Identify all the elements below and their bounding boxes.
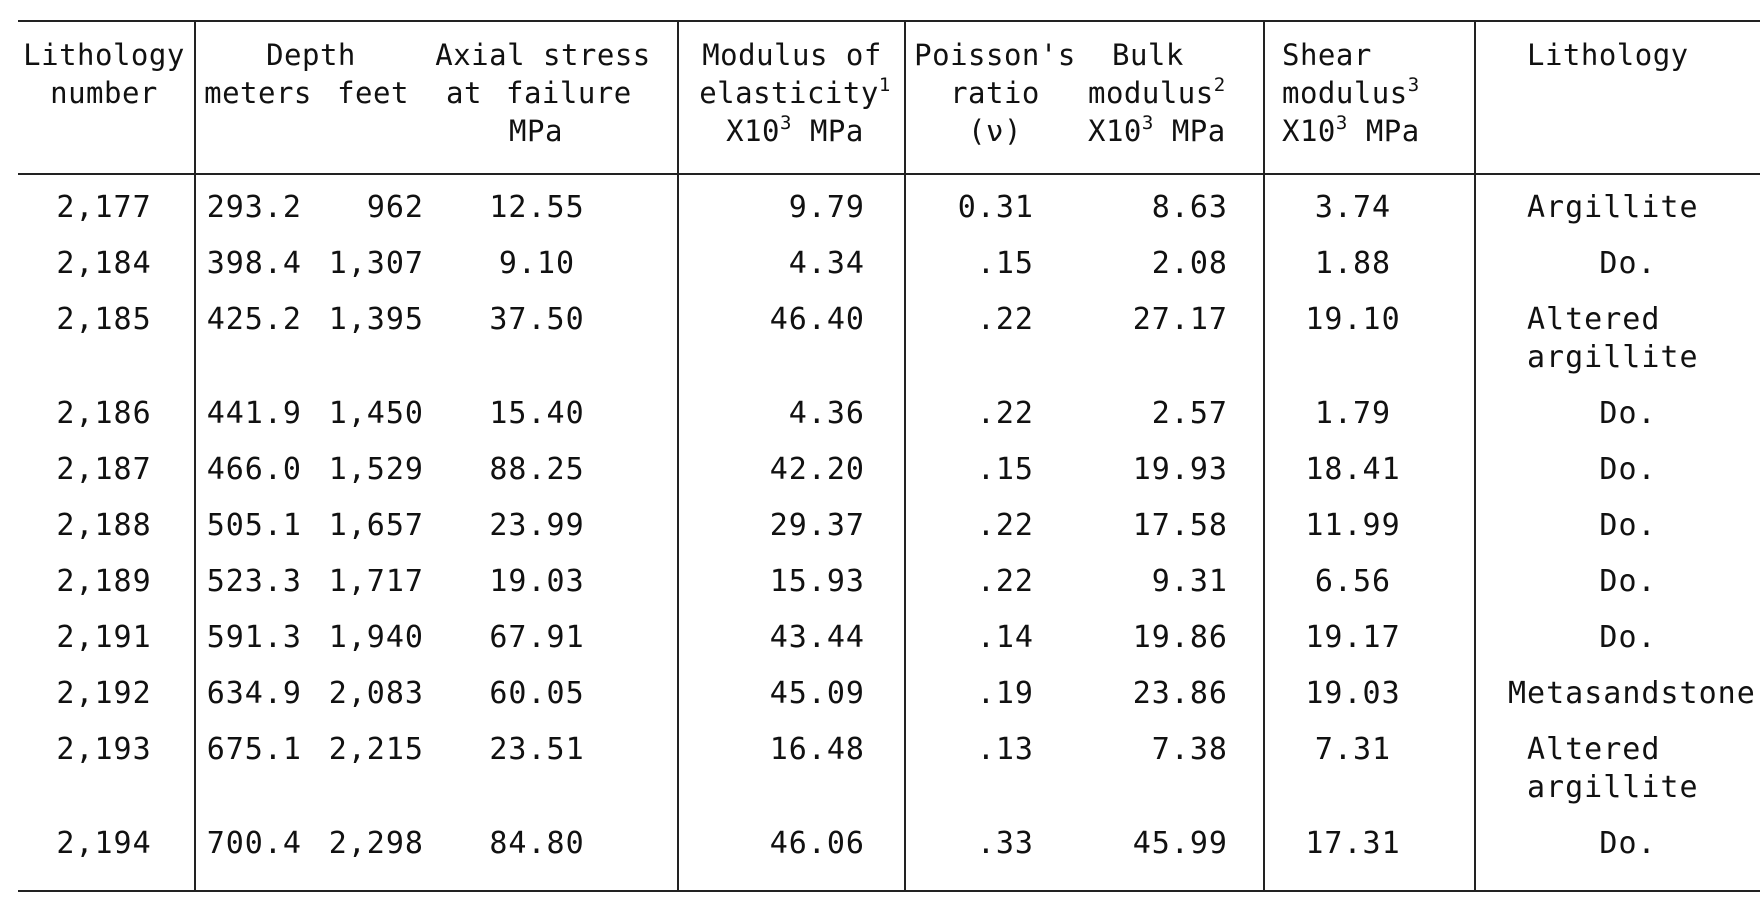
- cell-shear-modulus: 6.56: [1314, 564, 1392, 599]
- cell-depth-meters: 505.1: [206, 508, 302, 543]
- cell-lithology: Do.: [1599, 452, 1657, 487]
- cell-depth-meters: 700.4: [206, 826, 302, 861]
- cell-lithology-number: 2,177: [56, 190, 152, 225]
- cell-depth-meters: 398.4: [206, 246, 302, 281]
- header-shear-modulus: Shear: [1282, 38, 1372, 72]
- cell-lithology-number: 2,186: [56, 396, 152, 431]
- cell-modulus-elasticity: 4.34: [788, 246, 865, 281]
- cell-depth-meters: 466.0: [206, 452, 302, 487]
- cell-lithology: Do.: [1599, 246, 1657, 281]
- cell-poissons-ratio: .15: [976, 246, 1034, 281]
- header-bulk-modulus-units: $X10^3$ MPa: [1088, 112, 1226, 148]
- cell-lithology-number: 2,194: [56, 826, 152, 861]
- cell-modulus-elasticity: 46.40: [769, 302, 865, 337]
- cell-axial-stress: 9.10: [498, 246, 576, 281]
- cell-poissons-ratio: .33: [976, 826, 1034, 861]
- cell-lithology: Do.: [1599, 826, 1657, 861]
- cell-bulk-modulus: 2.08: [1151, 246, 1228, 281]
- cell-lithology: Metasandstone: [1508, 676, 1756, 711]
- cell-depth-meters: 675.1: [206, 732, 302, 767]
- cell-depth-feet: 1,395: [328, 302, 424, 337]
- cell-poissons-ratio: .15: [976, 452, 1034, 487]
- cell-depth-meters: 634.9: [206, 676, 302, 711]
- cell-bulk-modulus: 19.93: [1132, 452, 1228, 487]
- cell-depth-meters: 441.9: [206, 396, 302, 431]
- header-axial-stress: Axial stress: [435, 38, 651, 72]
- cell-axial-stress: 88.25: [489, 452, 585, 487]
- cell-poissons-ratio: .22: [976, 508, 1034, 543]
- cell-modulus-elasticity: 4.36: [788, 396, 865, 431]
- cell-depth-feet: 2,083: [328, 676, 424, 711]
- header-axial-stress: failure: [506, 76, 632, 110]
- cell-depth-feet: 1,450: [328, 396, 424, 431]
- cell-axial-stress: 23.99: [489, 508, 585, 543]
- cell-lithology-number: 2,192: [56, 676, 152, 711]
- header-axial-stress-unit: MPa: [509, 114, 563, 148]
- cell-lithology-number: 2,193: [56, 732, 152, 767]
- cell-bulk-modulus: 7.38: [1151, 732, 1228, 767]
- cell-bulk-modulus: 27.17: [1132, 302, 1228, 337]
- cell-depth-meters: 523.3: [206, 564, 302, 599]
- cell-depth-feet: 962: [366, 190, 424, 225]
- header-depth: Depth: [266, 38, 356, 72]
- header-modulus-elasticity: Modulus of: [702, 38, 882, 72]
- header-bulk-modulus: Bulk: [1112, 38, 1184, 72]
- cell-depth-feet: 1,717: [328, 564, 424, 599]
- cell-lithology-number: 2,188: [56, 508, 152, 543]
- cell-shear-modulus: 7.31: [1314, 732, 1392, 767]
- header-lithology-number: Lithology: [23, 38, 185, 72]
- cell-lithology: Do.: [1599, 564, 1657, 599]
- cell-bulk-modulus: 9.31: [1151, 564, 1228, 599]
- column-divider: [1474, 20, 1476, 890]
- cell-axial-stress: 60.05: [489, 676, 585, 711]
- cell-shear-modulus: 1.88: [1314, 246, 1392, 281]
- cell-bulk-modulus: 45.99: [1132, 826, 1228, 861]
- cell-axial-stress: 19.03: [489, 564, 585, 599]
- header-lithology: Lithology: [1527, 38, 1689, 72]
- cell-bulk-modulus: 23.86: [1132, 676, 1228, 711]
- header-poissons-ratio: Poisson's: [914, 38, 1076, 72]
- header-lithology-number: number: [50, 76, 158, 110]
- cell-lithology: Altered: [1527, 302, 1661, 337]
- cell-shear-modulus: 19.03: [1305, 676, 1401, 711]
- cell-lithology-number: 2,191: [56, 620, 152, 655]
- header-modulus-elasticity-units: $X10^3$ MPa: [726, 112, 864, 148]
- header-bulk-modulus: modulus$^2$: [1088, 74, 1226, 110]
- cell-depth-feet: 1,307: [328, 246, 424, 281]
- cell-modulus-elasticity: 29.37: [769, 508, 865, 543]
- cell-bulk-modulus: 19.86: [1132, 620, 1228, 655]
- cell-lithology: Do.: [1599, 508, 1657, 543]
- header-shear-modulus-units: $X10^3$ MPa: [1282, 112, 1420, 148]
- cell-lithology: Do.: [1599, 620, 1657, 655]
- header-modulus-elasticity: elasticity$^1$: [699, 74, 891, 110]
- cell-modulus-elasticity: 42.20: [769, 452, 865, 487]
- cell-shear-modulus: 19.17: [1305, 620, 1401, 655]
- cell-modulus-elasticity: 46.06: [769, 826, 865, 861]
- cell-depth-meters: 293.2: [206, 190, 302, 225]
- cell-lithology: Do.: [1599, 396, 1657, 431]
- cell-lithology-number: 2,189: [56, 564, 152, 599]
- cell-bulk-modulus: 2.57: [1151, 396, 1228, 431]
- cell-depth-feet: 2,215: [328, 732, 424, 767]
- header-depth-feet: feet: [337, 76, 409, 110]
- cell-poissons-ratio: .19: [976, 676, 1034, 711]
- cell-shear-modulus: 3.74: [1314, 190, 1392, 225]
- cell-lithology: Argillite: [1527, 190, 1699, 225]
- header-poissons-ratio: (ν): [968, 114, 1022, 148]
- cell-depth-feet: 2,298: [328, 826, 424, 861]
- header-poissons-ratio: ratio: [950, 76, 1040, 110]
- cell-modulus-elasticity: 45.09: [769, 676, 865, 711]
- cell-shear-modulus: 1.79: [1314, 396, 1392, 431]
- column-divider: [677, 20, 679, 890]
- cell-modulus-elasticity: 9.79: [788, 190, 865, 225]
- cell-axial-stress: 12.55: [489, 190, 585, 225]
- cell-modulus-elasticity: 16.48: [769, 732, 865, 767]
- cell-axial-stress: 37.50: [489, 302, 585, 337]
- cell-depth-feet: 1,529: [328, 452, 424, 487]
- cell-lithology: argillite: [1527, 340, 1699, 375]
- cell-axial-stress: 67.91: [489, 620, 585, 655]
- cell-shear-modulus: 17.31: [1305, 826, 1401, 861]
- cell-poissons-ratio: 0.31: [957, 190, 1034, 225]
- cell-poissons-ratio: .14: [976, 620, 1034, 655]
- cell-lithology-number: 2,187: [56, 452, 152, 487]
- cell-lithology-number: 2,185: [56, 302, 152, 337]
- cell-bulk-modulus: 8.63: [1151, 190, 1228, 225]
- cell-depth-feet: 1,940: [328, 620, 424, 655]
- cell-modulus-elasticity: 43.44: [769, 620, 865, 655]
- cell-axial-stress: 23.51: [489, 732, 585, 767]
- cell-depth-meters: 425.2: [206, 302, 302, 337]
- cell-lithology-number: 2,184: [56, 246, 152, 281]
- cell-depth-meters: 591.3: [206, 620, 302, 655]
- cell-bulk-modulus: 17.58: [1132, 508, 1228, 543]
- cell-poissons-ratio: .22: [976, 396, 1034, 431]
- header-shear-modulus: modulus$^3$: [1282, 74, 1420, 110]
- cell-shear-modulus: 11.99: [1305, 508, 1401, 543]
- cell-axial-stress: 15.40: [489, 396, 585, 431]
- cell-shear-modulus: 18.41: [1305, 452, 1401, 487]
- cell-poissons-ratio: .22: [976, 564, 1034, 599]
- top-rule: [18, 20, 1760, 22]
- cell-lithology: Altered: [1527, 732, 1661, 767]
- header-rule: [18, 173, 1760, 175]
- cell-poissons-ratio: .22: [976, 302, 1034, 337]
- cell-lithology: argillite: [1527, 770, 1699, 805]
- cell-depth-feet: 1,657: [328, 508, 424, 543]
- header-depth-meters: meters: [204, 76, 312, 110]
- column-divider: [1263, 20, 1265, 890]
- cell-poissons-ratio: .13: [976, 732, 1034, 767]
- cell-shear-modulus: 19.10: [1305, 302, 1401, 337]
- cell-axial-stress: 84.80: [489, 826, 585, 861]
- cell-modulus-elasticity: 15.93: [769, 564, 865, 599]
- bottom-rule: [18, 890, 1760, 892]
- header-axial-stress: at: [446, 76, 482, 110]
